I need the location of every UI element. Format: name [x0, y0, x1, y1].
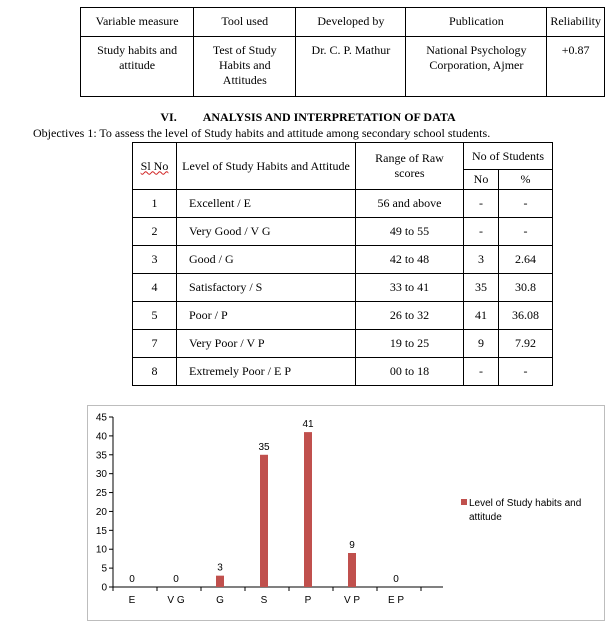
- y-tick-label: 0: [101, 582, 107, 594]
- cell-level: Very Good / V G: [177, 218, 356, 246]
- cell-no: -: [464, 358, 499, 386]
- table-row: [133, 302, 553, 330]
- col-header-sl-no: [133, 143, 177, 190]
- chart-svg: [88, 406, 604, 620]
- cell-level: Extremely Poor / E P: [177, 358, 356, 386]
- y-tick-label: 30: [95, 469, 107, 481]
- cell-publication: [406, 37, 547, 97]
- col-header-developer: Developed by: [296, 8, 406, 37]
- cell-tool-line: Test of Study: [212, 43, 277, 57]
- cell-publication-line: National Psychology: [426, 43, 527, 57]
- cell-no: 41: [464, 302, 499, 330]
- x-tick-label: E P: [387, 595, 405, 606]
- cell-range: 19 to 25: [356, 330, 464, 358]
- cell-no: -: [464, 190, 499, 218]
- data-table-body: [133, 190, 553, 386]
- cell-sl-no: 5: [133, 302, 177, 330]
- col-header-tool: Tool used: [194, 8, 296, 37]
- cell-percent: -: [499, 190, 553, 218]
- cell-variable-line: attitude: [119, 58, 156, 72]
- cell-level: Very Poor / V P: [177, 330, 356, 358]
- cell-no: 9: [464, 330, 499, 358]
- cell-sl-no: 3: [133, 246, 177, 274]
- objective-text: Objectives 1: To assess the level of Study habits and attitude among secondary school students.: [33, 126, 491, 140]
- y-tick-label: 5: [101, 563, 107, 575]
- y-tick-label: 40: [95, 431, 107, 443]
- cell-sl-no: 8: [133, 358, 177, 386]
- chart-plot: [96, 413, 581, 607]
- data-label: 41: [302, 419, 314, 431]
- cell-range: 00 to 18: [356, 358, 464, 386]
- bar-s: [260, 455, 268, 587]
- x-tick-label: V P: [343, 595, 361, 606]
- table-row: [133, 274, 553, 302]
- cell-percent: -: [499, 358, 553, 386]
- cell-range: 56 and above: [356, 190, 464, 218]
- data-label: 0: [129, 574, 135, 585]
- table-row: [133, 330, 553, 358]
- x-tick-label: P: [304, 595, 312, 606]
- cell-sl-no: 1: [133, 190, 177, 218]
- tool-table-row: [81, 37, 605, 97]
- cell-publication-line: Corporation, Ajmer: [429, 58, 524, 72]
- cell-percent: -: [499, 218, 553, 246]
- data-label: 9: [349, 540, 355, 551]
- cell-reliability: +0.87: [547, 37, 605, 97]
- cell-percent: 7.92: [499, 330, 553, 358]
- cell-tool: [194, 37, 296, 97]
- data-label: 35: [258, 441, 270, 453]
- y-tick-label: 20: [95, 506, 107, 518]
- cell-tool-line: Attitudes: [222, 73, 267, 87]
- table-row: [133, 358, 553, 386]
- cell-no: -: [464, 218, 499, 246]
- data-label: 0: [393, 574, 399, 585]
- cell-developer: Dr. C. P. Mathur: [296, 37, 406, 97]
- cell-no: 3: [464, 246, 499, 274]
- legend-swatch: [461, 499, 467, 505]
- col-header-publication: Publication: [406, 8, 547, 37]
- y-tick-label: 25: [95, 488, 107, 500]
- col-header-students: No of Students: [464, 143, 553, 170]
- col-header-level: Level of Study Habits and Attitude: [177, 143, 356, 190]
- bar-chart: [87, 405, 605, 621]
- x-tick-label: E: [128, 595, 136, 606]
- cell-level: Excellent / E: [177, 190, 356, 218]
- col-header-range: Range of Raw scores: [356, 143, 464, 190]
- study-habits-table: [132, 142, 553, 386]
- col-header-percent: %: [499, 170, 553, 190]
- col-header-variable: Variable measure: [81, 8, 194, 37]
- table-row: [133, 218, 553, 246]
- bar-p: [304, 432, 312, 587]
- cell-sl-no: 4: [133, 274, 177, 302]
- data-label: 3: [217, 562, 223, 574]
- y-tick-label: 45: [95, 412, 107, 424]
- x-tick-label: G: [216, 595, 224, 606]
- data-table-header: [133, 143, 553, 170]
- sl-no-label: Sl No: [140, 158, 169, 173]
- cell-tool-line: Habits and: [218, 58, 271, 72]
- cell-percent: 2.64: [499, 246, 553, 274]
- cell-level: Poor / P: [177, 302, 356, 330]
- cell-range: 49 to 55: [356, 218, 464, 246]
- y-tick-label: 10: [95, 544, 107, 556]
- tool-table-header: [81, 8, 605, 37]
- cell-percent: 36.08: [499, 302, 553, 330]
- cell-sl-no: 7: [133, 330, 177, 358]
- col-header-reliability: Reliability: [547, 8, 605, 37]
- col-header-no: No: [464, 170, 499, 190]
- cell-variable: [81, 37, 194, 97]
- legend-label: Level of Study habits and: [469, 498, 582, 509]
- bar-v-p: [348, 553, 356, 587]
- cell-sl-no: 2: [133, 218, 177, 246]
- tool-table: [80, 7, 605, 97]
- cell-range: 33 to 41: [356, 274, 464, 302]
- cell-range: 26 to 32: [356, 302, 464, 330]
- section-number: VI.: [160, 110, 177, 124]
- x-tick-label: V G: [167, 595, 185, 606]
- cell-percent: 30.8: [499, 274, 553, 302]
- bar-g: [216, 576, 224, 587]
- x-tick-label: S: [260, 595, 268, 606]
- cell-level: Good / G: [177, 246, 356, 274]
- section-heading: [0, 110, 616, 125]
- cell-variable-line: Study habits and: [97, 43, 178, 57]
- legend-label: attitude: [469, 512, 502, 523]
- section-title: ANALYSIS AND INTERPRETATION OF DATA: [202, 110, 456, 124]
- cell-level: Satisfactory / S: [177, 274, 356, 302]
- table-row: [133, 190, 553, 218]
- cell-no: 35: [464, 274, 499, 302]
- y-tick-label: 35: [95, 450, 107, 462]
- cell-range: 42 to 48: [356, 246, 464, 274]
- y-tick-label: 15: [95, 525, 107, 537]
- table-row: [133, 246, 553, 274]
- data-label: 0: [173, 574, 179, 585]
